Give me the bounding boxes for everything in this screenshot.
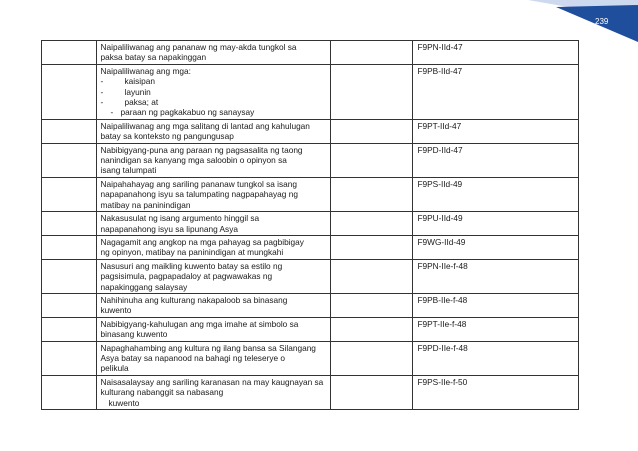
row-blank-cell — [330, 259, 413, 293]
table-row — [42, 317, 579, 341]
competency-text: pagsisimula, pagpapadaloy at pagwawakas ng — [100, 271, 273, 282]
row-blank-cell — [330, 212, 413, 236]
competency-text: isang talumpati — [100, 165, 157, 176]
code-cell — [413, 235, 579, 259]
code-cell — [413, 177, 579, 211]
competency-text: ng opinyon, matibay na paninindigan at mungkahi — [100, 247, 284, 258]
list-item-text: paksa; at — [124, 97, 159, 108]
row-blank-cell — [330, 143, 413, 177]
competency-code: F9PB-IIe-f-48 — [417, 294, 468, 305]
table-row — [42, 293, 579, 317]
competency-table — [41, 40, 579, 410]
table-row — [42, 119, 579, 143]
competency-code: F9PS-IIe-f-50 — [417, 376, 468, 387]
competency-code: F9WG-IId-49 — [417, 236, 466, 247]
table-row — [42, 41, 579, 65]
competency-text: Nakasusulat ng isang argumento hinggil sa — [100, 213, 260, 224]
competency-text: kulturang nabanggit sa nabasang — [100, 387, 224, 398]
row-blank-cell — [42, 235, 97, 259]
competency-cell — [96, 143, 330, 177]
competency-code: F9PT-IIe-f-48 — [417, 318, 467, 329]
code-cell — [413, 41, 579, 65]
code-cell — [413, 143, 579, 177]
competency-text: nanindigan sa kanyang mga saloobin o opinyon sa — [100, 155, 287, 166]
code-cell — [413, 375, 579, 409]
table-row — [42, 143, 579, 177]
competency-text: pelikula — [100, 363, 129, 374]
list-item-text: kaisipan — [124, 76, 155, 87]
row-blank-cell — [330, 41, 413, 65]
table-row — [42, 375, 579, 409]
competency-text: napapanahong isyu sa talumpating nagpapahayag ng — [100, 189, 298, 200]
row-blank-cell — [330, 119, 413, 143]
code-cell — [413, 341, 579, 375]
competency-text: Naipaliliwanag ang mga: — [100, 65, 191, 76]
code-cell — [413, 259, 579, 293]
row-blank-cell — [330, 341, 413, 375]
code-cell — [413, 317, 579, 341]
list-dash: - — [110, 107, 114, 118]
competency-cell — [96, 375, 330, 409]
row-blank-cell — [330, 64, 413, 119]
row-blank-cell — [42, 341, 97, 375]
competency-text: napakinggang salaysay — [100, 281, 188, 292]
competency-text: binasang kuwento — [100, 329, 168, 340]
competency-cell — [96, 317, 330, 341]
competency-text: kuwento — [100, 305, 132, 316]
competency-cell — [96, 119, 330, 143]
row-blank-cell — [330, 177, 413, 211]
competency-cell — [96, 64, 330, 119]
competency-cell — [96, 341, 330, 375]
competency-code: F9PT-IId-47 — [417, 120, 462, 131]
competency-cell — [96, 212, 330, 236]
competency-text: Nasusuri ang maikling kuwento batay sa estilo ng — [100, 260, 283, 271]
competency-text: batay sa konteksto ng pangungusap — [100, 131, 234, 142]
list-dash: - — [100, 86, 104, 97]
table-row — [42, 259, 579, 293]
competency-list-item — [101, 76, 326, 86]
competency-cell — [96, 177, 330, 211]
list-dash: - — [100, 97, 104, 108]
competency-text: Nahihinuha ang kulturang nakapaloob sa binasang — [100, 294, 288, 305]
competency-text: Nagagamit ang angkop na mga pahayag sa pagbibigay — [100, 236, 304, 247]
row-blank-cell — [330, 293, 413, 317]
row-blank-cell — [42, 119, 97, 143]
competency-text: Nabibigyang-kahulugan ang mga imahe at simbolo sa — [100, 318, 299, 329]
code-cell — [413, 212, 579, 236]
competency-list-item — [101, 97, 326, 107]
competency-text: Naipahahayag ang sariling pananaw tungkol sa isang — [100, 178, 298, 189]
competency-text: Nabibigyang-puna ang paraan ng pagsasalita ng taong — [100, 144, 303, 155]
competency-code: F9PS-IId-49 — [417, 178, 463, 189]
competency-text: Naipaliliwanag ang mga salitang di lantad ang kahulugan — [100, 120, 310, 131]
competency-code: F9PD-IIe-f-48 — [417, 342, 468, 353]
competency-cell — [96, 259, 330, 293]
list-item-text: layunin — [124, 86, 151, 97]
competency-text: napapanahong isyu sa lipunang Asya — [100, 223, 238, 234]
row-blank-cell — [42, 177, 97, 211]
row-blank-cell — [330, 375, 413, 409]
list-item-text: paraan ng pagkakabuo ng sanaysay — [120, 107, 255, 118]
corner-decoration — [528, 0, 638, 45]
table-row — [42, 341, 579, 375]
row-blank-cell — [42, 259, 97, 293]
competency-cell — [96, 41, 330, 65]
competency-list-item — [101, 87, 326, 97]
competency-code: F9PB-IId-47 — [417, 65, 463, 76]
table-row — [42, 177, 579, 211]
table-row — [42, 235, 579, 259]
row-blank-cell — [330, 235, 413, 259]
row-blank-cell — [42, 143, 97, 177]
list-dash: - — [100, 76, 104, 87]
competency-cell — [96, 293, 330, 317]
competency-text: kuwento — [108, 397, 140, 408]
competency-text: Naipaliliwanag ang pananaw ng may-akda tungkol sa — [100, 42, 297, 52]
code-cell — [413, 293, 579, 317]
code-cell — [413, 64, 579, 119]
competency-text: matibay na paninindigan — [100, 199, 191, 210]
competency-code: F9PN-IIe-f-48 — [417, 260, 468, 271]
competency-text: Napaghahambing ang kultura ng ilang bansa sa Silangang — [100, 342, 316, 353]
row-blank-cell — [42, 212, 97, 236]
page-number: 239 — [595, 17, 609, 26]
competency-code: F9PD-IId-47 — [417, 144, 463, 155]
competency-text: paksa batay sa napakinggan — [100, 52, 207, 63]
competency-list-item — [101, 107, 326, 117]
competency-cell — [96, 235, 330, 259]
competency-text: Asya batay sa napanood na bahagi ng teleserye o — [100, 352, 286, 363]
row-blank-cell — [330, 317, 413, 341]
row-blank-cell — [42, 375, 97, 409]
table-row — [42, 64, 579, 119]
code-cell — [413, 119, 579, 143]
competency-text: Naisasalaysay ang sariling karanasan na may kaugnayan sa — [100, 376, 324, 387]
row-blank-cell — [42, 41, 97, 65]
competency-code: F9PN-IId-47 — [417, 42, 463, 52]
row-blank-cell — [42, 293, 97, 317]
competency-code: F9PU-IId-49 — [417, 213, 463, 224]
row-blank-cell — [42, 317, 97, 341]
row-blank-cell — [42, 64, 97, 119]
table-row — [42, 212, 579, 236]
